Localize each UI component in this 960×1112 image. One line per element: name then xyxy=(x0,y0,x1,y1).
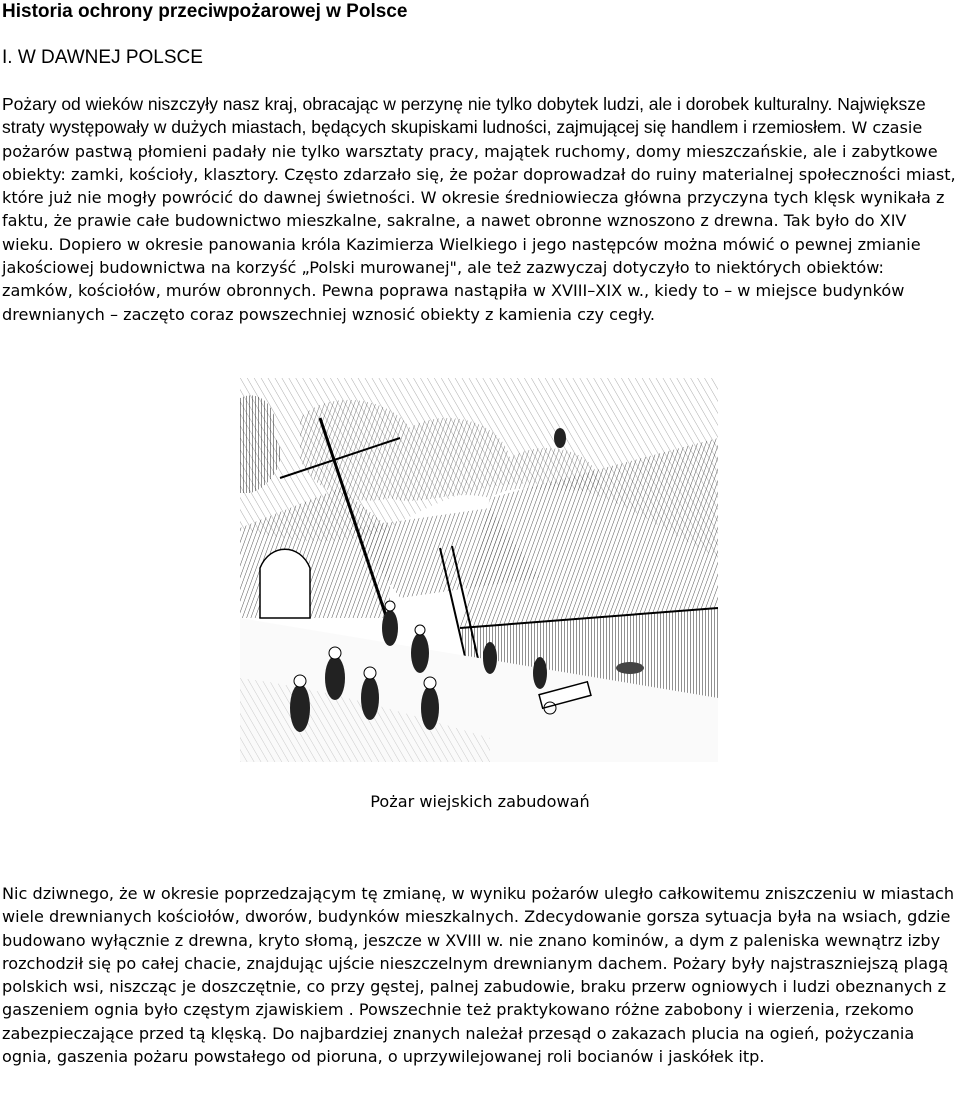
intro-text-part2: W czasie pożarów pastwą płomieni padały nie tylko warsztaty pracy, majątek ruchomy, domy mieszczańskie, ale i zabytkowe obiekty: zamki, kościoły, klasztory. xyxy=(2,118,938,184)
second-paragraph: Nic dziwnego, że w okresie poprzedzającym tę zmianę, w wyniku pożarów uległo całkowitemu zniszczeniu w miastach wiele drewnianych kościołów, dworów, budynków mieszkalnych. Zdecydowanie gorsza sytuacja była na wsiach, gdzie budowano wyłącznie z drewna, kryto słomą, jeszcze w XVIII w. nie znano kominów, a dym z paleniska wewnątrz izby rozchodził się po całej chacie, znajdując ujście nieszczelnym drewnianym dachem. Pożary były najstraszniejszą plagą polskich wsi, niszcząc je doszczętnie, co przy gęstej, palnej zabudowie, braku przerw ogniowych i ludzi obeznanych z gaszeniem ognia było częstym zjawiskiem . Powszechnie też praktykowano różne zabobony i wierzenia, rzekomo zabezpieczające przed tą klęską. Do najbardziej znanych należał przesąd o zakazach plucia na ogień, pożyczania ognia, gaszenia pożaru powstałego od pioruna, o uprzywilejowanej roli bocianów i jaskółek itp. xyxy=(2,884,955,1067)
fire-illustration xyxy=(240,378,718,762)
intro-text-part1: Pożary od wieków niszczyły nasz kraj, obracając w perzynę nie tylko dobytek ludzi, ale i dorobek kulturalny. Największe straty występowały w dużych miastach, będących skupiskami ludności, zajmującej się handlem i rzemiosłem. xyxy=(2,94,926,138)
intro-text-part3: Często zdarzało się, że pożar doprowadzał do ruiny materialnej społeczności miast, które już nie mogły powrócić do dawnej świetności. xyxy=(2,164,956,208)
section-heading: I. W DAWNEJ POLSCE xyxy=(2,47,203,68)
figure-caption: Pożar wiejskich zabudowań xyxy=(370,792,590,811)
intro-text-part4: W okresie średniowiecza główna przyczyna tych klęsk wynikała z faktu, że prawie całe budownictwo mieszkalne, sakralne, a nawet obronne wznoszono z drewna. Tak było do XIV wieku. Dopiero w okresie panowania króla Kazimierza Wielkiego i jego następców można mówić o pewnej zmianie jakościowej budownictwa na korzyść „Polski murowanej", ale też zazwyczaj dotyczyło to niektórych obiektów: zamków, kościołów, murów obronnych. Pewna poprawa nastąpiła w XVIII–XIX w., kiedy to – w miejsce budynków drewnianych – zaczęto coraz powszechniej wznosić obiekty z kamienia czy cegły. xyxy=(2,188,945,324)
page-title: Historia ochrony przeciwpożarowej w Polsce xyxy=(2,1,408,22)
intro-paragraph xyxy=(2,93,958,326)
